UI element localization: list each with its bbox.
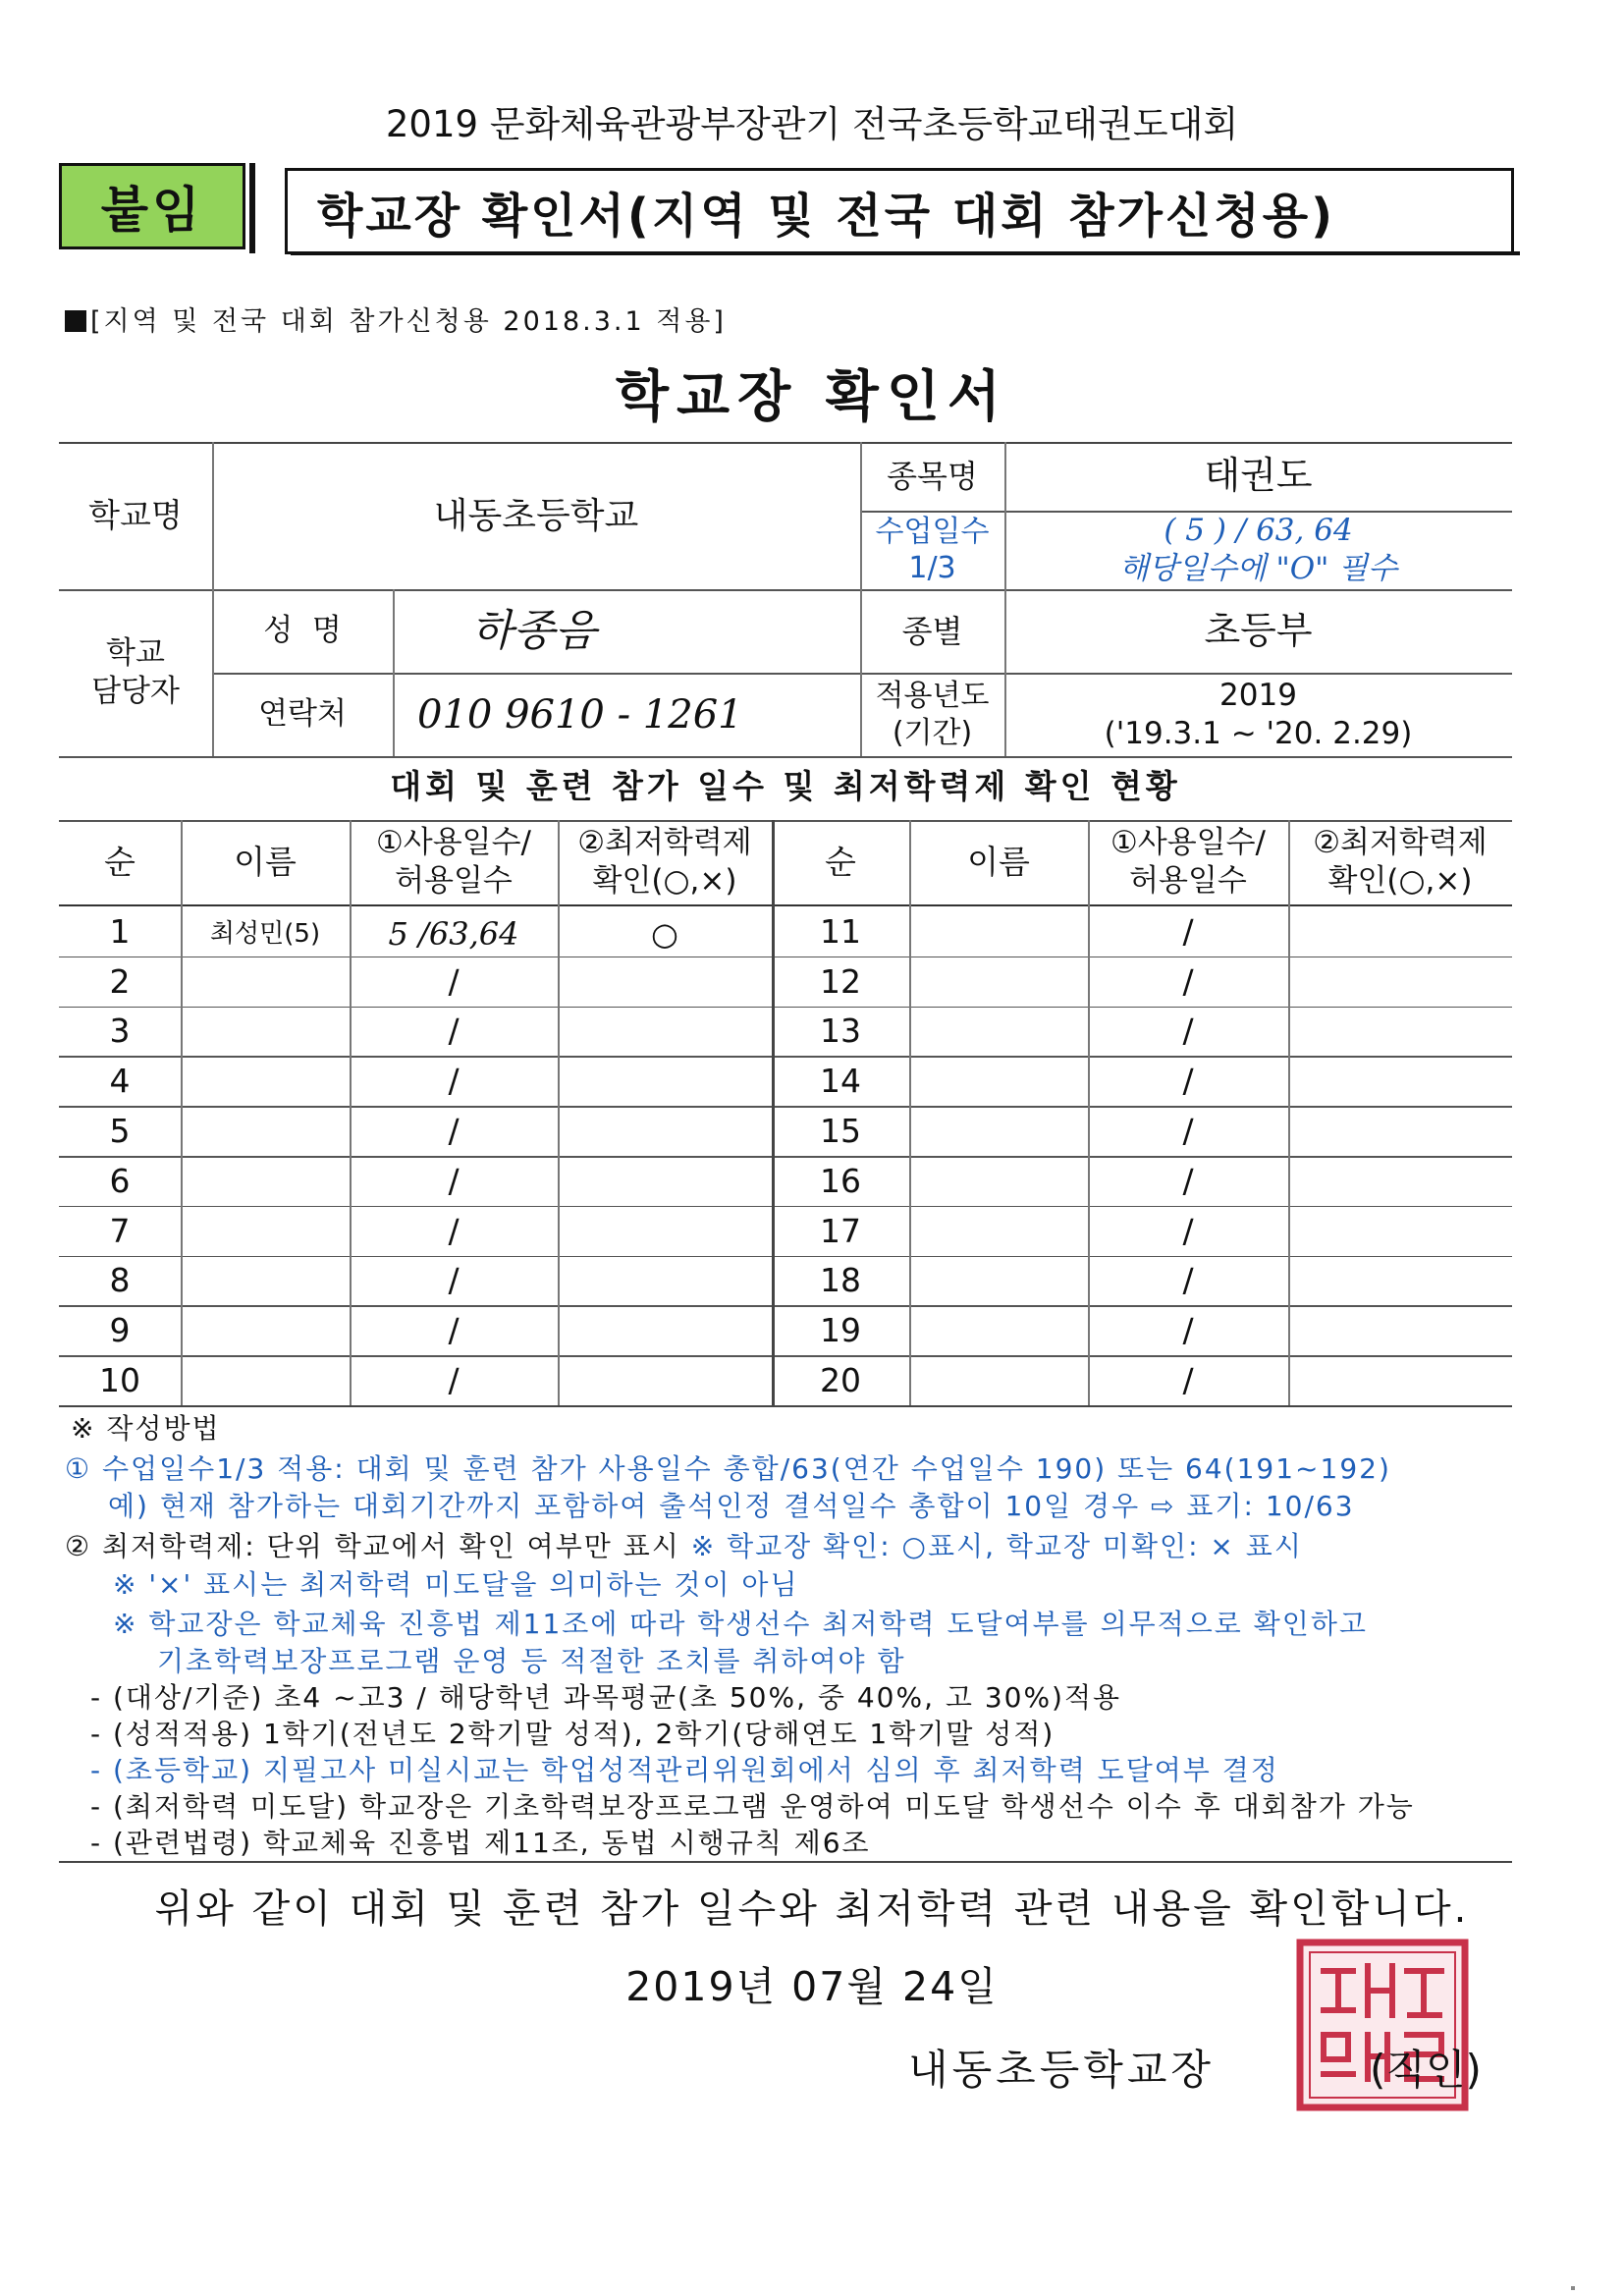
- school-value: 내동초등학교: [433, 495, 639, 536]
- col-header-check: [558, 820, 772, 904]
- row-number: 4: [109, 1062, 131, 1101]
- name-label: 성 명: [263, 613, 342, 649]
- year-value-line1: 2019: [1219, 677, 1297, 713]
- row-number: 1: [109, 911, 131, 951]
- days-slash: /: [1182, 1161, 1194, 1200]
- staff-label-line2: 담당자: [91, 674, 180, 709]
- row-number: 9: [109, 1311, 131, 1350]
- row-number: 13: [820, 1011, 861, 1051]
- days-slash: /: [448, 1011, 460, 1051]
- row-number: 8: [109, 1261, 131, 1300]
- days-slash: /: [448, 1211, 460, 1250]
- table-vline: [909, 820, 911, 1405]
- days-slash: /: [1182, 1360, 1194, 1399]
- note-5: - (대상/기준) 초4 ~고3 / 해당학년 과목평균(초 50%, 중 40%, 고 30%)적용: [90, 1681, 1122, 1714]
- classdays-label-line1: 수업일수: [875, 514, 990, 549]
- classdays-value: [1004, 511, 1512, 589]
- row1-check: ○: [651, 915, 678, 953]
- note-8: - (최저학력 미도달) 학교장은 기초학력보장프로그램 운영하여 미도달 학생선수 이수 후 대회참가 가능: [90, 1790, 1415, 1823]
- table-vline: [1288, 820, 1290, 1405]
- col-header-days: [350, 820, 558, 904]
- row-number: 2: [109, 961, 131, 1001]
- year-label-line2: (기간): [892, 715, 973, 750]
- year-label-line1: 적용년도: [875, 679, 990, 713]
- days-slash: /: [1182, 961, 1194, 1001]
- staff-label-line1: 학교: [106, 635, 165, 672]
- row-number: 15: [820, 1111, 861, 1150]
- signer-title: 내동초등학교장: [908, 2046, 1216, 2094]
- days-slash: /: [448, 1311, 460, 1350]
- confirmation-date: 2019년 07월 24일: [625, 1963, 999, 2010]
- classdays-value-text: ( 5 ) / 63, 64: [1164, 513, 1353, 549]
- form-title: 학교장 확인서: [615, 365, 1009, 429]
- table-vline: [181, 820, 183, 1405]
- days-slash: /: [1182, 1211, 1194, 1250]
- days-slash: /: [448, 1360, 460, 1399]
- days-slash: /: [448, 1111, 460, 1150]
- col-header-days-line1: ①사용일수/: [1110, 825, 1267, 861]
- notes-title: ※ 작성방법: [71, 1412, 221, 1445]
- square-bullet-icon: [65, 310, 86, 332]
- days-slash: /: [1182, 1062, 1194, 1101]
- badge-shadow: [249, 163, 255, 253]
- row-number: 17: [820, 1211, 861, 1250]
- note-1b: 예) 현재 참가하는 대회기간까지 포함하여 출석인정 결석일수 총합이 10일 경우 ⇨ 표기: 10/63: [108, 1490, 1355, 1522]
- days-slash: /: [1182, 1311, 1194, 1350]
- contact-value: 010 9610 - 1261: [417, 691, 743, 738]
- row-number: 3: [109, 1011, 131, 1051]
- note-2: [65, 1525, 1303, 1564]
- col-header-no: 순: [104, 843, 135, 882]
- attachment-badge: 붙임: [59, 163, 245, 249]
- note-4a: ※ 학교장은 학교체육 진흥법 제11조에 따라 학생선수 최저학력 도달여부를 의무적으로 확인하고: [113, 1608, 1368, 1640]
- sport-label: 종목명: [887, 458, 978, 495]
- note-6: - (성적적용) 1학기(전년도 2학기말 성적), 2학기(당해연도 1학기말 성적): [90, 1718, 1056, 1750]
- col-header-name: 이름: [234, 843, 297, 882]
- note-9: - (관련법령) 학교체육 진흥법 제11조, 동법 시행규칙 제6조: [90, 1827, 871, 1859]
- classdays-note: 해당일수에 "O" 필수: [1118, 551, 1398, 586]
- division-value: 초등부: [1204, 608, 1313, 652]
- row-number: 14: [820, 1062, 861, 1101]
- row-number: 16: [820, 1161, 861, 1200]
- classdays-label: [860, 511, 1004, 589]
- col-header-days-line1: ①사용일수/: [375, 825, 532, 861]
- col-header-check-line2: 확인(○,×): [592, 863, 737, 899]
- info-line: [59, 756, 1512, 758]
- row-number: 10: [99, 1360, 140, 1399]
- col-header-check-line1: ②최저학력제: [577, 825, 752, 861]
- row-number: 20: [820, 1360, 861, 1399]
- table-vline: [558, 820, 560, 1405]
- note-2-mark: ※ 학교장 확인: ○표시, 학교장 미확인: × 표시: [690, 1530, 1303, 1562]
- notes-divider: [59, 1861, 1512, 1863]
- col-header-days-line2: 허용일수: [395, 863, 513, 899]
- form-note-text: [지역 및 전국 대회 참가신청용 2018.3.1 적용]: [90, 306, 727, 337]
- scan-mark: [1571, 2286, 1575, 2290]
- row1-name: 최성민(5): [209, 918, 321, 949]
- row-number: 18: [820, 1261, 861, 1300]
- school-label: 학교명: [88, 496, 183, 535]
- sport-value: 태권도: [1204, 454, 1313, 498]
- days-slash: /: [448, 1161, 460, 1200]
- days-slash: /: [1182, 1261, 1194, 1300]
- staff-label: [59, 589, 212, 756]
- table-bottom-line: [59, 1405, 1512, 1407]
- confirmation-text: 위와 같이 대회 및 훈련 참가 일수와 최저학력 관련 내용을 확인합니다.: [154, 1886, 1470, 1932]
- row-number: 19: [820, 1311, 861, 1350]
- note-2-text: ② 최저학력제: 단위 학교에서 확인 여부만 표시: [65, 1530, 691, 1562]
- event-title: 2019 문화체육관광부장관기 전국초등학교태권도대회: [385, 103, 1239, 145]
- days-slash: /: [448, 1062, 460, 1101]
- row1-days: 5 /63,64: [388, 915, 519, 953]
- col-header-check-line2: 확인(○,×): [1327, 863, 1473, 899]
- days-slash: /: [448, 961, 460, 1001]
- days-slash: /: [1182, 1011, 1194, 1051]
- days-slash: /: [1182, 911, 1194, 951]
- form-note: [65, 300, 727, 338]
- contact-label: 연락처: [258, 696, 347, 733]
- days-slash: /: [448, 1261, 460, 1300]
- col-header-days-line2: 허용일수: [1129, 863, 1247, 899]
- col-header-check-right: [1288, 820, 1512, 904]
- col-header-name-right: 이름: [967, 843, 1030, 882]
- year-value: [1004, 673, 1512, 756]
- row-number: 5: [109, 1111, 131, 1150]
- row-number: 12: [820, 961, 861, 1001]
- year-label: [860, 673, 1004, 756]
- year-value-line2: ('19.3.1 ~ '20. 2.29): [1104, 715, 1413, 751]
- name-value: 하종음: [471, 606, 597, 656]
- note-4b: 기초학력보장프로그램 운영 등 적절한 조치를 취하여야 함: [157, 1645, 906, 1677]
- document-heading: 학교장 확인서(지역 및 전국 대회 참가신청용): [285, 168, 1514, 254]
- col-header-no-right: 순: [825, 843, 856, 882]
- division-label: 종별: [901, 612, 963, 650]
- row-number: 11: [820, 911, 861, 951]
- col-header-days-right: [1088, 820, 1288, 904]
- seal-label: (직인): [1370, 2046, 1482, 2094]
- col-header-check-line1: ②최저학력제: [1313, 825, 1488, 861]
- note-7: - (초등학교) 지필고사 미실시교는 학업성적관리위원회에서 심의 후 최저학력 도달여부 결정: [90, 1754, 1279, 1786]
- row-number: 7: [109, 1211, 131, 1250]
- classdays-label-line2: 1/3: [908, 551, 956, 585]
- note-1a: ① 수업일수1/3 적용: 대회 및 훈련 참가 사용일수 총합/63(연간 수업일수 190) 또는 64(191~192): [65, 1452, 1391, 1485]
- table-caption: 대회 및 훈련 참가 일수 및 최저학력제 확인 현황: [390, 767, 1181, 806]
- row-number: 6: [109, 1161, 131, 1200]
- days-slash: /: [1182, 1111, 1194, 1150]
- note-3: ※ '×' 표시는 최저학력 미도달을 의미하는 것이 아님: [113, 1568, 799, 1601]
